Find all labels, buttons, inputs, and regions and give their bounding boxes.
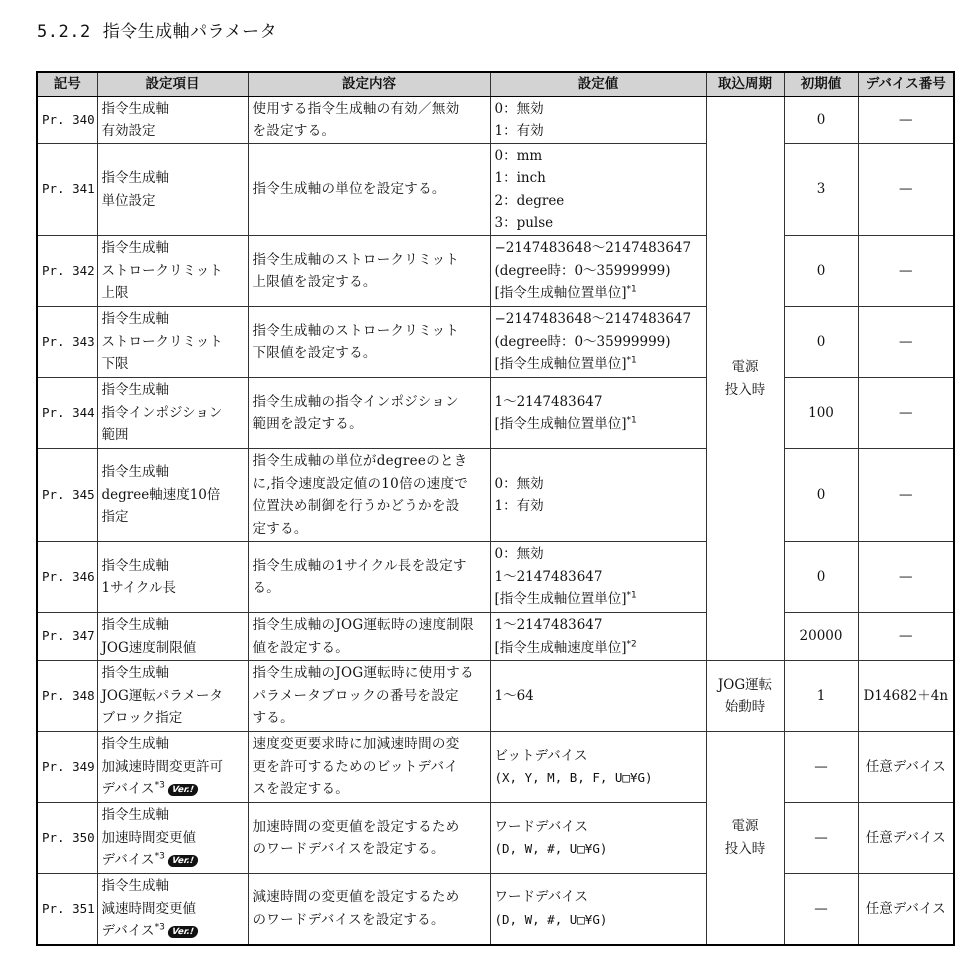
param-value: [490, 236, 706, 307]
cycle-line: [711, 356, 780, 379]
value-line-text: 1〜2147483647: [494, 568, 603, 585]
desc-line: [253, 886, 486, 909]
item-line: [102, 756, 244, 779]
item-line-text: 指令生成軸: [101, 617, 169, 633]
param-item: [97, 236, 248, 307]
desc-line-text: 指令生成軸のストロークリミット: [252, 322, 460, 339]
footnote-mark: *1: [626, 415, 637, 426]
desc-line: [253, 495, 486, 518]
load-cycle: [706, 661, 784, 732]
value-line: [495, 637, 702, 660]
param-item: [97, 613, 248, 661]
item-line: [102, 331, 244, 354]
item-line-text: ブロック指定: [101, 710, 183, 727]
param-symbol: Pr. 344: [37, 378, 97, 449]
initial-value: 3: [784, 144, 858, 236]
param-symbol: Pr. 351: [37, 874, 97, 945]
item-line-text: 指令生成軸: [101, 807, 169, 824]
item-line-text: 減速時間変更値: [101, 900, 196, 917]
param-symbol: Pr. 346: [37, 542, 97, 613]
desc-line: [253, 555, 486, 578]
initial-value: 100: [784, 378, 858, 449]
value-line: [495, 120, 702, 143]
table-row: [37, 732, 954, 803]
device-number: —: [858, 307, 954, 378]
item-line: [102, 402, 244, 425]
value-line-text: 1：有効: [494, 498, 544, 514]
param-value: [490, 661, 706, 732]
value-line: [495, 838, 702, 861]
param-item: [97, 732, 248, 803]
param-value: [490, 378, 706, 449]
desc-line-text: 指令生成軸の1サイクル長を設定す: [252, 557, 467, 574]
desc-line-text: のワードデバイスを設定する。: [252, 911, 445, 928]
item-line-text: ストロークリミット: [101, 333, 223, 350]
desc-line-text: スを設定する。: [252, 781, 350, 798]
item-line: [102, 662, 244, 685]
item-line: [102, 190, 244, 213]
footnote-mark: *3: [154, 780, 165, 791]
item-line: [102, 424, 244, 447]
param-value: [490, 613, 706, 661]
item-line-text: degree軸速度10倍: [101, 486, 221, 503]
desc-line: [253, 473, 486, 496]
cycle-line-text: 電源: [731, 359, 759, 375]
section-heading: [37, 17, 277, 42]
value-line-text: [指令生成軸位置単位]: [494, 416, 627, 432]
item-line: [102, 685, 244, 708]
desc-line-text: 加速時間の変更値を設定するため: [252, 818, 460, 835]
table-row: [37, 378, 954, 449]
value-line: [495, 237, 702, 260]
item-line-text: 有効設定: [101, 123, 156, 139]
desc-line: [253, 756, 486, 779]
param-description: [248, 874, 490, 945]
version-badge-icon: Ver.!: [167, 784, 198, 796]
item-line: [102, 308, 244, 331]
desc-line-text: 更を許可するためのビットデバイ: [252, 758, 459, 775]
value-line-text: 0：無効: [494, 475, 544, 492]
item-line-text: ストロークリミット: [101, 262, 223, 279]
value-line-text: 0：無効: [494, 546, 544, 563]
col-header-value: 設定値: [490, 72, 706, 97]
value-line: [495, 391, 702, 414]
load-cycle: [706, 732, 784, 945]
param-value: [490, 542, 706, 613]
param-description: [248, 307, 490, 378]
param-item: [97, 661, 248, 732]
item-line-text: 指令生成軸: [101, 665, 169, 682]
param-symbol: Pr. 342: [37, 236, 97, 307]
cycle-line-text: 電源: [731, 818, 759, 835]
item-line: [102, 827, 244, 850]
desc-line: [253, 178, 486, 201]
version-badge-icon: Ver.!: [167, 926, 198, 938]
param-symbol: Pr. 345: [37, 449, 97, 542]
footnote-mark: *2: [626, 639, 637, 649]
value-line-text: (degree時：0〜35999999): [494, 333, 671, 350]
value-line: [495, 886, 702, 909]
value-line-text: [指令生成軸位置単位]: [494, 591, 627, 608]
param-description: [248, 236, 490, 307]
param-description: [248, 449, 490, 542]
item-line-text: 加速時間変更値: [101, 829, 196, 846]
param-item: [97, 542, 248, 613]
desc-line: [253, 637, 486, 660]
value-line-text: [指令生成軸位置単位]: [494, 285, 627, 302]
param-symbol: Pr. 341: [37, 144, 97, 236]
item-line-text: 指令生成軸: [101, 736, 169, 753]
value-line: [495, 745, 702, 768]
value-line: [495, 145, 702, 168]
value-line: [495, 260, 702, 283]
section-number: 5.2.2: [37, 22, 91, 42]
footnote-mark: *3: [154, 922, 165, 933]
cycle-line: [711, 674, 780, 697]
desc-line-text: 指令生成軸のJOG運転時の速度制限: [252, 617, 474, 633]
cycle-line-text: 投入時: [724, 840, 766, 857]
device-number: —: [858, 236, 954, 307]
initial-value: 0: [784, 97, 858, 144]
table-row: [37, 803, 954, 874]
item-line-text: 指令生成軸: [101, 100, 169, 117]
item-line: [102, 849, 244, 872]
item-line-text: 指令生成軸: [101, 382, 169, 399]
table-row: [37, 661, 954, 732]
desc-line-text: 使用する指令生成軸の有効／無効: [252, 100, 460, 117]
value-line: [495, 543, 702, 566]
value-line-text: ワードデバイス: [494, 889, 589, 906]
version-badge-icon: Ver.!: [167, 855, 198, 867]
desc-line-text: パラメータブロックの番号を設定: [252, 687, 459, 704]
item-line-text: 下限: [101, 356, 129, 373]
cycle-line: [711, 838, 780, 861]
item-line: [102, 577, 244, 600]
item-line-text: JOG運転パラメータ: [101, 687, 223, 704]
device-number: —: [858, 97, 954, 144]
desc-line-text: 値を設定する。: [252, 639, 350, 656]
param-symbol: Pr. 348: [37, 661, 97, 732]
desc-line: [253, 413, 486, 436]
device-number: —: [858, 449, 954, 542]
param-item: [97, 874, 248, 945]
value-line: [495, 685, 702, 708]
item-line: [102, 282, 244, 305]
value-line-text: −2147483648〜2147483647: [494, 311, 692, 328]
item-line-text: 指定: [101, 509, 129, 526]
parameter-table: [36, 71, 955, 946]
value-line: [495, 566, 702, 589]
value-line-text: 1〜64: [494, 687, 534, 704]
device-number: —: [858, 542, 954, 613]
device-number: —: [858, 378, 954, 449]
value-line: [495, 98, 702, 121]
item-line-text: 指令生成軸: [101, 878, 169, 894]
table-row: [37, 97, 954, 144]
param-value: [490, 97, 706, 144]
item-line: [102, 353, 244, 376]
param-description: [248, 97, 490, 144]
value-line-text: (D, W, #, U□¥G): [494, 911, 608, 927]
cycle-line-text: JOG運転: [717, 676, 773, 693]
item-line-text: 指令インポジション: [101, 404, 223, 421]
param-description: [248, 144, 490, 236]
value-line: [495, 767, 702, 790]
table-row: [37, 449, 954, 542]
param-symbol: Pr. 340: [37, 97, 97, 144]
header-row: [37, 72, 954, 97]
item-line-text: 指令生成軸: [101, 240, 169, 257]
initial-value: —: [784, 874, 858, 945]
item-line-text: 指令生成軸: [101, 311, 169, 328]
desc-line: [253, 98, 486, 121]
col-header-content: 設定内容: [248, 72, 490, 97]
item-line: [102, 778, 244, 801]
desc-line: [253, 816, 486, 839]
param-item: [97, 97, 248, 144]
initial-value: 0: [784, 542, 858, 613]
item-line: [102, 484, 244, 507]
param-item: [97, 144, 248, 236]
item-line-text: 1サイクル長: [101, 580, 176, 596]
param-item: [97, 307, 248, 378]
col-header-symbol: 記号: [37, 72, 97, 97]
value-line-text: (X, Y, M, B, F, U□¥G): [494, 770, 653, 785]
item-line-text: 指令生成軸: [101, 464, 169, 481]
value-line: [495, 614, 702, 637]
initial-value: —: [784, 732, 858, 803]
value-line: [495, 212, 702, 235]
desc-line-text: 下限値を設定する。: [252, 345, 377, 361]
table-row: [37, 144, 954, 236]
item-line: [102, 461, 244, 484]
desc-line-text: 定する。: [252, 520, 308, 537]
col-header-device: デバイス番号: [858, 72, 954, 97]
item-line-text: 指令生成軸: [101, 557, 169, 574]
param-symbol: Pr. 350: [37, 803, 97, 874]
value-line: [495, 588, 702, 611]
desc-line-text: に,指令速度設定値の10倍の速度で: [252, 475, 469, 492]
item-line: [102, 120, 244, 143]
table-row: [37, 542, 954, 613]
value-line: [495, 308, 702, 331]
desc-line: [253, 614, 486, 637]
item-line-text: 加減速時間変更許可: [101, 758, 223, 775]
item-line-text: 単位設定: [101, 192, 156, 209]
device-number: —: [858, 613, 954, 661]
param-description: [248, 732, 490, 803]
item-line-text: 範囲: [101, 427, 129, 444]
param-value: [490, 874, 706, 945]
desc-line: [253, 120, 486, 143]
param-item: [97, 803, 248, 874]
value-line: [495, 282, 702, 305]
desc-line: [253, 733, 486, 756]
desc-line: [253, 518, 486, 541]
desc-line-text: 指令生成軸のストロークリミット: [252, 251, 460, 268]
param-description: [248, 378, 490, 449]
desc-line: [253, 577, 486, 600]
param-value: [490, 307, 706, 378]
param-symbol: Pr. 347: [37, 613, 97, 661]
item-line: [102, 707, 244, 730]
item-line: [102, 733, 244, 756]
desc-line: [253, 685, 486, 708]
section-title: 指令生成軸パラメータ: [102, 22, 278, 42]
value-line: [495, 331, 702, 354]
item-line: [102, 379, 244, 402]
param-item: [97, 449, 248, 542]
value-line-text: [指令生成軸位置単位]: [494, 356, 627, 373]
col-header-initial: 初期値: [784, 72, 858, 97]
device-number: 任意デバイス: [858, 803, 954, 874]
value-line-text: 1〜2147483647: [494, 617, 603, 633]
desc-line-text: 指令生成軸の指令インポジション: [252, 393, 459, 410]
load-cycle: [706, 97, 784, 661]
value-line: [495, 473, 702, 496]
item-line: [102, 898, 244, 921]
value-line-text: 1：有効: [494, 123, 544, 139]
param-value: [490, 449, 706, 542]
value-line-text: 0：無効: [494, 100, 544, 117]
initial-value: —: [784, 803, 858, 874]
footnote-mark: *3: [154, 851, 165, 862]
item-line-text: デバイス: [101, 923, 155, 939]
item-line-text: デバイス: [101, 852, 155, 869]
item-line: [102, 98, 244, 121]
item-line: [102, 804, 244, 827]
desc-line-text: のワードデバイスを設定する。: [252, 841, 445, 857]
param-item: [97, 378, 248, 449]
item-line: [102, 260, 244, 283]
param-symbol: Pr. 349: [37, 732, 97, 803]
value-line-text: ワードデバイス: [494, 818, 589, 835]
value-line-text: 3：pulse: [494, 215, 554, 231]
value-line-text: (degree時：0〜35999999): [494, 262, 671, 279]
item-line-text: 指令生成軸: [101, 170, 169, 186]
desc-line-text: 位置決め制御を行うかどうかを設: [252, 498, 460, 514]
desc-line: [253, 320, 486, 343]
param-description: [248, 613, 490, 661]
value-line-text: ビットデバイス: [494, 747, 588, 764]
desc-line: [253, 909, 486, 932]
desc-line: [253, 450, 486, 473]
desc-line-text: 指令生成軸のJOG運転時に使用する: [252, 665, 474, 682]
item-line: [102, 506, 244, 529]
value-line-text: −2147483648〜2147483647: [494, 240, 692, 257]
desc-line-text: 指令生成軸の単位を設定する。: [252, 181, 446, 198]
param-description: [248, 803, 490, 874]
value-line-text: 1〜2147483647: [494, 393, 603, 410]
device-number: 任意デバイス: [858, 732, 954, 803]
item-line: [102, 555, 244, 578]
item-line-text: 上限: [101, 285, 129, 302]
value-line-text: (D, W, #, U□¥G): [494, 841, 608, 856]
desc-line-text: 上限値を設定する。: [252, 274, 377, 290]
value-line: [495, 909, 702, 932]
desc-line: [253, 391, 486, 414]
item-line: [102, 614, 244, 637]
col-header-cycle: 取込周期: [706, 72, 784, 97]
table-row: [37, 307, 954, 378]
value-line: [495, 167, 702, 190]
col-header-item: 設定項目: [97, 72, 248, 97]
cycle-line: [711, 815, 780, 838]
item-line: [102, 637, 244, 660]
device-number: 任意デバイス: [858, 874, 954, 945]
footnote-mark: *1: [626, 355, 637, 366]
cycle-line-text: 投入時: [724, 381, 766, 398]
device-number: —: [858, 144, 954, 236]
desc-line: [253, 838, 486, 861]
value-line: [495, 495, 702, 518]
desc-line-text: 速度変更要求時に加減速時間の変: [252, 736, 460, 753]
desc-line: [253, 707, 486, 730]
param-value: [490, 803, 706, 874]
desc-line: [253, 342, 486, 365]
value-line: [495, 190, 702, 213]
table-row: [37, 874, 954, 945]
param-value: [490, 144, 706, 236]
value-line-text: [指令生成軸速度単位]: [494, 639, 627, 656]
desc-line: [253, 662, 486, 685]
desc-line: [253, 778, 486, 801]
cycle-line: [711, 696, 780, 719]
desc-line: [253, 271, 486, 294]
initial-value: 0: [784, 307, 858, 378]
desc-line-text: 範囲を設定する。: [252, 416, 363, 432]
param-value: [490, 732, 706, 803]
item-line: [102, 167, 244, 190]
value-line: [495, 413, 702, 436]
value-line: [495, 353, 702, 376]
item-line: [102, 875, 244, 898]
value-line-text: 0：mm: [494, 147, 543, 164]
desc-line-text: 減速時間の変更値を設定するため: [252, 889, 460, 906]
value-line: [495, 816, 702, 839]
initial-value: 1: [784, 661, 858, 732]
param-symbol: Pr. 343: [37, 307, 97, 378]
initial-value: 20000: [784, 613, 858, 661]
value-line-text: 2：degree: [494, 192, 565, 209]
initial-value: 0: [784, 236, 858, 307]
item-line-text: JOG速度制限値: [101, 639, 197, 656]
device-number: D14682＋4n: [858, 661, 954, 732]
footnote-mark: *1: [626, 590, 637, 601]
footnote-mark: *1: [626, 284, 637, 295]
item-line-text: デバイス: [101, 781, 155, 798]
initial-value: 0: [784, 449, 858, 542]
table-row: [37, 613, 954, 661]
desc-line-text: 指令生成軸の単位がdegreeのとき: [252, 453, 468, 469]
item-line: [102, 920, 244, 943]
desc-line-text: る。: [252, 580, 281, 596]
table-row: [37, 236, 954, 307]
desc-line-text: を設定する。: [252, 123, 336, 139]
param-description: [248, 661, 490, 732]
desc-line-text: する。: [252, 710, 294, 727]
cycle-line: [711, 379, 780, 402]
value-line-text: 1：inch: [494, 170, 546, 186]
item-line: [102, 237, 244, 260]
desc-line: [253, 249, 486, 272]
param-description: [248, 542, 490, 613]
cycle-line-text: 始動時: [724, 699, 766, 715]
